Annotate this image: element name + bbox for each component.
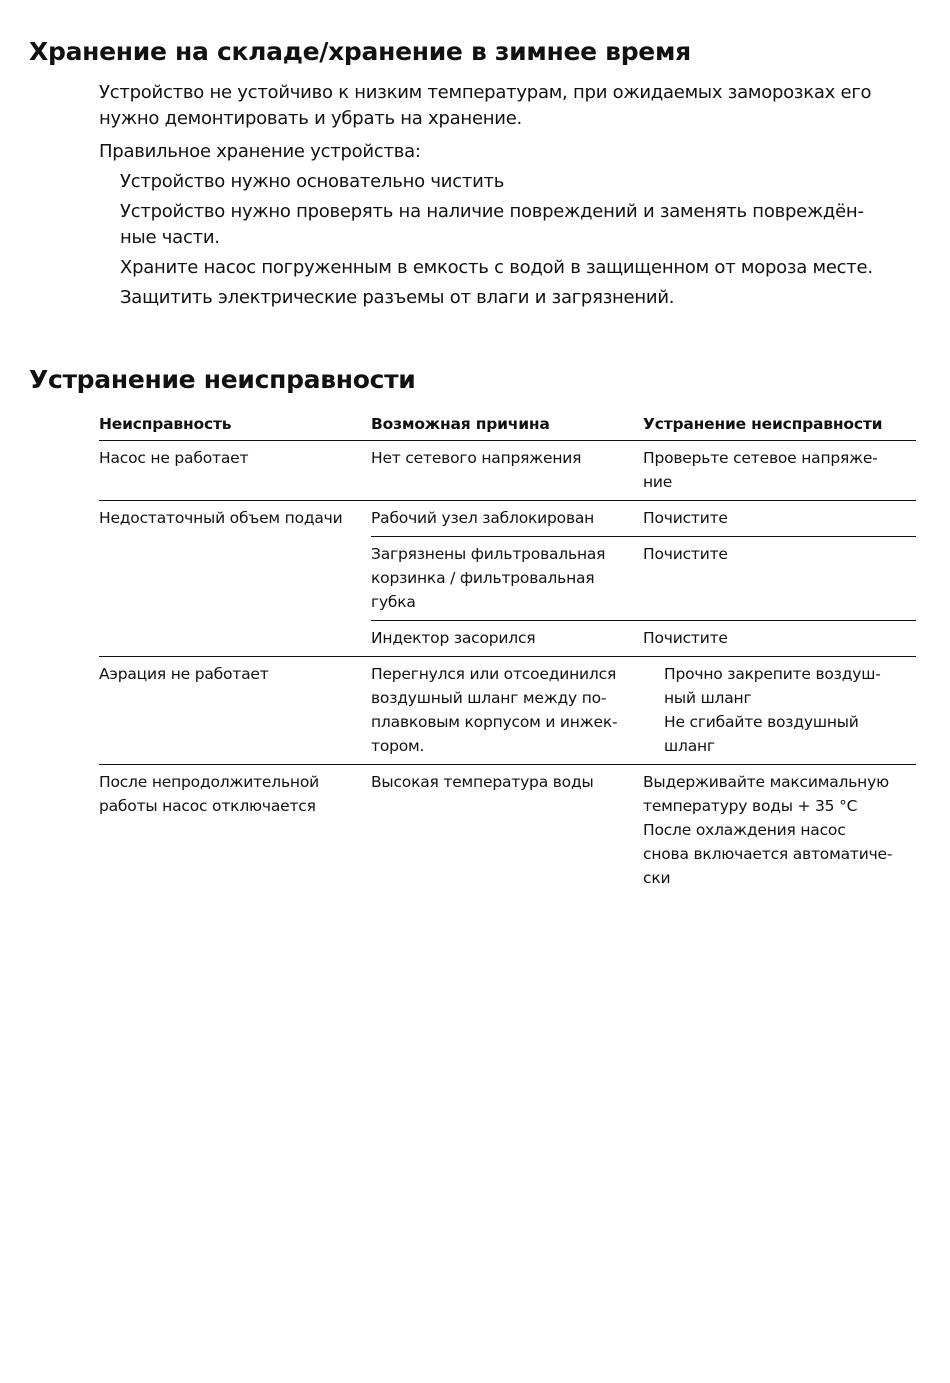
- troubleshooting-heading: Устранение неисправности: [29, 365, 416, 394]
- storage-list-item: Храните насос погруженным в емкость с водой в защищенном от мороза месте.: [120, 257, 873, 278]
- column-header-remedy: Устранение неисправности: [643, 412, 916, 441]
- column-header-fault: Неисправность: [99, 412, 371, 441]
- remedy-list: [643, 662, 910, 758]
- cause-cell: Рабочий узел заблокирован: [371, 501, 643, 537]
- storage-list: [120, 169, 905, 315]
- column-header-cause: Возможная причина: [371, 412, 643, 441]
- remedy-list-item: Прочно закрепите воздуш- ный шланг: [664, 665, 881, 707]
- storage-proper-label: Правильное хранение устройства:: [99, 141, 421, 162]
- table-row: [99, 765, 916, 897]
- fault-cell: Насос не работает: [99, 441, 371, 501]
- remedy-cell: Почистите: [643, 537, 916, 621]
- fault-cell: Аэрация не работает: [99, 657, 371, 765]
- remedy-cell: [643, 765, 916, 897]
- fault-cell: Недостаточный объем подачи: [99, 501, 371, 657]
- remedy-cell: Почистите: [643, 501, 916, 537]
- table-row: [99, 441, 916, 501]
- storage-list-item: Устройство нужно основательно чистить: [120, 171, 505, 192]
- troubleshooting-table: [99, 412, 916, 896]
- storage-intro-line2: нужно демонтировать и убрать на хранение.: [99, 108, 523, 129]
- storage-list-item: [120, 199, 905, 251]
- storage-list-item-text: Устройство нужно проверять на наличие повреждений и заменять повреждён- ные части.: [120, 201, 864, 248]
- cause-cell: Загрязнены фильтровальная корзинка / фильтровальная губка: [371, 537, 643, 621]
- cause-cell: Высокая температура воды: [371, 765, 643, 897]
- cause-cell: Нет сетевого напряжения: [371, 441, 643, 501]
- storage-intro-line1: Устройство не устойчиво к низким температурам, при ожидаемых заморозках его: [99, 82, 872, 103]
- storage-heading: Хранение на складе/хранение в зимнее время: [29, 37, 691, 66]
- remedy-cell: Почистите: [643, 621, 916, 657]
- cause-cell: Индектор засорился: [371, 621, 643, 657]
- table-row: [99, 657, 916, 765]
- remedy-cell: Проверьте сетевое напряже- ние: [643, 441, 916, 501]
- table-row: [99, 501, 916, 537]
- remedy-cell: [643, 657, 916, 765]
- storage-intro: [99, 80, 909, 132]
- table-header-row: [99, 412, 916, 441]
- remedy-line: Выдерживайте максимальную температуру воды + 35 °C: [643, 773, 889, 815]
- remedy-list-item: Не сгибайте воздушный шланг: [664, 713, 859, 755]
- cause-cell: Перегнулся или отсоединился воздушный шланг между по- плавковым корпусом и инжек- тором.: [371, 657, 643, 765]
- remedy-line: После охлаждения насос снова включается автоматиче- ски: [643, 821, 893, 887]
- fault-cell: После непродолжительной работы насос отключается: [99, 765, 371, 897]
- storage-list-item: Защитить электрические разъемы от влаги и загрязнений.: [120, 287, 675, 308]
